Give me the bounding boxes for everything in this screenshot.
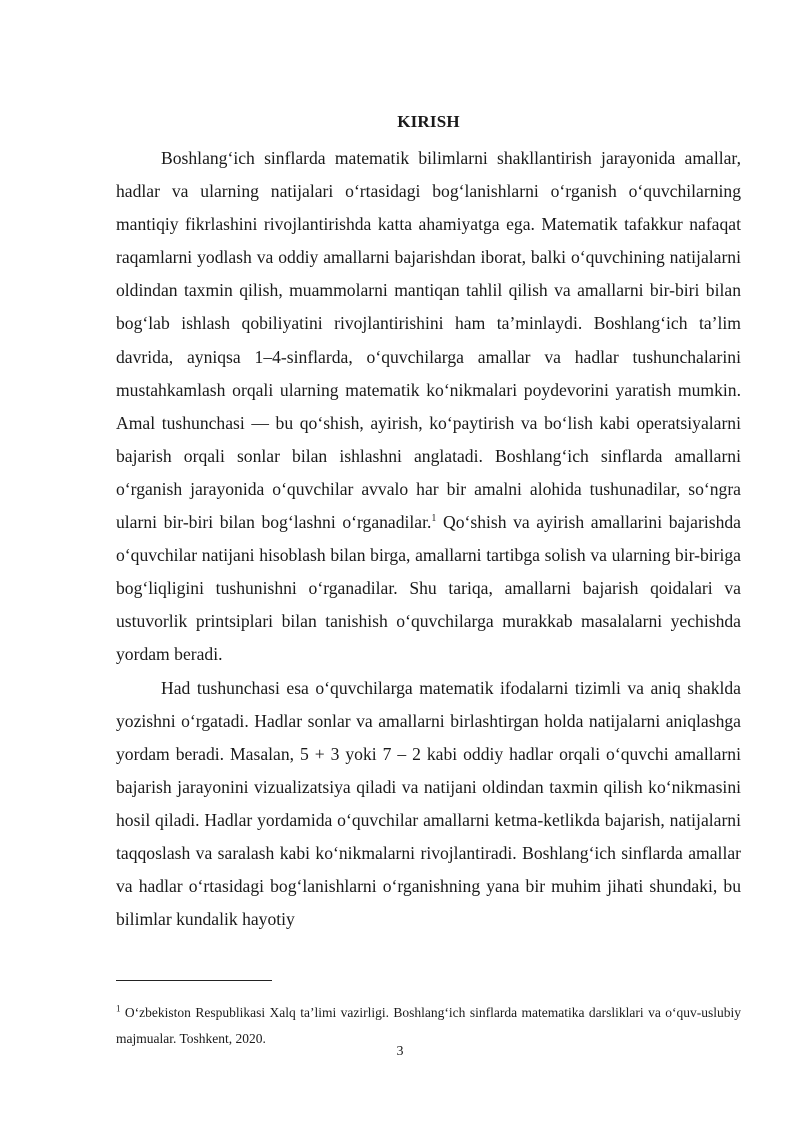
- footnote-number: 1: [116, 1003, 121, 1014]
- paragraph-2: Had tushunchasi esa o‘quvchilarga matematik ifodalarni tizimli va aniq shaklda yozishni o‘rgatadi. Hadlar sonlar va amallarni birlashtirgan holda natijalarni aniqlashga yordam beradi. Masalan, 5 + 3 yoki 7 – 2 kabi oddiy hadlar orqali o‘quvchi amallarni bajarish jarayonini vizualizatsiya qiladi va natijani oldindan taxmin qilish ko‘nikmasini hosil qiladi. Hadlar yordamida o‘quvchilar amallarni ketma-ketlikda bajarish, natijalarni taqqoslash va saralash kabi ko‘nikmalarni rivojlantiradi. Boshlang‘ich sinflarda amallar va hadlar o‘rtasidagi bog‘lanishlarni o‘rganishning yana bir muhim jihati shundaki, bu bilimlar kundalik hayotiy: [116, 677, 741, 930]
- footnote-reference[interactable]: 1: [431, 513, 437, 525]
- document-body: [116, 112, 741, 936]
- footnote-separator: [116, 980, 272, 981]
- page-number: 3: [396, 1044, 404, 1059]
- section-heading: KIRISH: [397, 112, 460, 131]
- paragraph-1: [116, 142, 741, 672]
- paragraph-1-text-before: Boshlang‘ich sinflarda matematik bilimlarni shakllantirish jarayonida amallar, hadlar va ularning natijalari o‘rtasidagi bog‘lanishlarni o‘rganish o‘quvchilarning mantiqiy fikrlashini rivojlantirishda katta ahamiyatga ega. Matematik tafakkur nafaqat raqamlarni yodlash va oddiy amallarni bajarishdan iborat, balki o‘quvchining natijalarni oldindan taxmin qilish, muammolarni mantiqan tahlil qilish va amallarni bir-biri bilan bog‘lab ishlash qobiliyatini rivojlantirishini ham ta’minlaydi. Boshlang‘ich ta’lim davrida, ayniqsa 1–4-sinflarda, o‘quvchilarga amallar va hadlar tushunchalarini mustahkamlash orqali ularning matematik ko‘nikmalari poydevorini yaratish mumkin. Amal tushunchasi — bu qo‘shish, ayirish, ko‘paytirish va bo‘lish kabi operatsiyalarni bajarish orqali sonlar bilan ishlashni anglatadi. Boshlang‘ich sinflarda amallarni o‘rganish jarayonida o‘quvchilar avvalo har bir amalni alohida tushunadilar, so‘ngra ularni bir-biri bilan bog‘lashni o‘rganadilar.: [116, 148, 741, 533]
- footnote-text: O‘zbekiston Respublikasi Xalq ta’limi vazirligi. Boshlang‘ich sinflarda matematika darsliklari va o‘quv-uslubiy majmualar. Toshkent, 2020.: [116, 1005, 741, 1046]
- paragraph-1-text-after: Qo‘shish va ayirish amallarini bajarishda o‘quvchilar natijani hisoblash bilan birga, amallarni tartibga solish va ularning bir-biriga bog‘liqligini tushunishni o‘rganadilar. Shu tariqa, amallarni bajarish qoidalari va ustuvorlik printsiplari bilan tanishish o‘quvchilarga murakkab masalalarni yechishda yordam beradi.: [116, 512, 741, 665]
